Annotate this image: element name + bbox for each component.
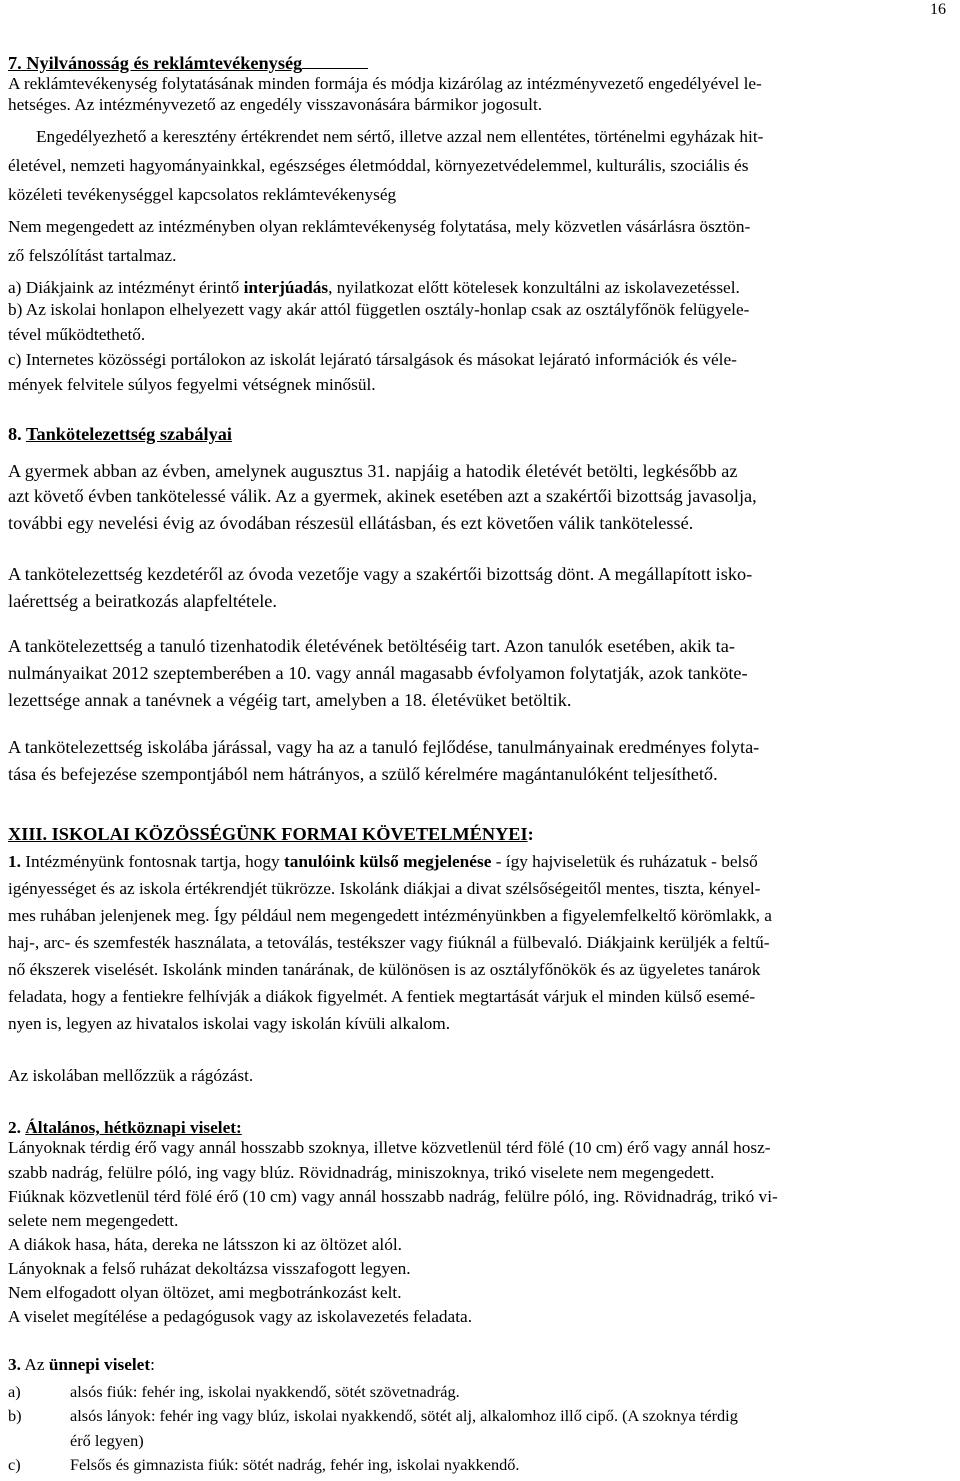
p3-pre: Az [20,1355,49,1374]
section-7-p2-line2: életével, nemzeti hagyományainkkal, egészséges életmóddal, környezetvédelemmel, kulturális, szociális és [8,156,749,175]
section-8-p1-line1: A gyermek abban az évben, amelynek augusztus 31. napjáig a hatodik életévét betölti, legkésőbb az [8,461,738,481]
section-7-p3-line1: Nem megengedett az intézményben olyan reklámtevékenység folytatása, mely közvetlen vásárlásra ösztön- [8,217,751,236]
section-13-p2-line5: A diákok hasa, háta, dereka ne látsszon ki az öltözet alól. [8,1235,402,1254]
section-13-p1-line1 [8,852,758,872]
list-item-text: érő legyen) [70,1431,144,1450]
section-13-heading [8,824,534,845]
list-item [8,1455,519,1475]
p1-bold: tanulóink külső megjelenése [283,852,492,871]
list-item [8,1406,738,1426]
section-13-title: XIII. ISKOLAI KÖZÖSSÉGÜNK FORMAI KÖVETELMÉNYEI [8,824,528,844]
section-13-p2-line1: Lányoknak térdig érő vagy annál hosszabb szoknya, illetve közvetlenül térd fölé (10 cm) érő vagy annál hosz- [8,1138,771,1157]
list-item-label: b) [8,1406,22,1425]
p2-title: Általános, hétköznapi viselet: [25,1118,242,1137]
section-8-p2-line2: laérettség a beiratkozás alapfeltétele. [8,591,277,611]
heading-underline-extension [302,54,368,69]
section-13-p2-line2: szabb nadrág, felülre póló, ing vagy blúz. Rövidnadrág, miniszoknya, trikó viselete nem megengedett. [8,1163,715,1182]
list-item-label: c) [8,1455,21,1474]
p3-number: 3. [8,1355,21,1374]
section-7-title: Nyilvánosság és reklámtevékenység [26,53,303,73]
section-13-p1-line3: mes ruhában jelenjenek meg. Így például nem megengedett intézményünkben a figyelemfelkeltő körömlakk, a [8,906,772,925]
section-7-p1-line1: A reklámtevékenység folytatásának minden formája és módja kizárólag az intézményvezető engedélyével le- [8,74,762,93]
section-13-p1-line5: nő ékszerek viselését. Iskolánk minden tanárának, de különösen is az osztályfőnökök és az ügyeletes tanárok [8,960,761,979]
list-item [8,1382,460,1402]
p1-number: 1. [8,852,21,871]
section-13-p1-line7: nyen is, legyen az hivatalos iskolai vagy iskolán kívüli alkalom. [8,1014,451,1033]
section-8-p4-line2: tása és befejezése szempontjából nem hátrányos, a szülő kérelmére magántanulóként teljesíthető. [8,764,718,784]
section-7-item-a [8,278,740,298]
section-7-number: 7. [8,53,22,73]
section-13-p2-heading [8,1118,242,1138]
section-8-title: Tankötelezettség szabályai [25,424,232,444]
item-a-bold: interjúadás [243,278,329,297]
p3-post: : [150,1355,155,1374]
section-13-p2-line4: selete nem megengedett. [8,1211,179,1230]
p3-bold: ünnepi viselet [48,1355,151,1374]
list-item-label: a) [8,1382,21,1401]
section-7-item-c-line1: c) Internetes közösségi portálokon az iskolát lejárató társalgások és másokat lejárató információk és véle- [8,350,737,369]
section-7-p1-line2: hetséges. Az intézményvezető az engedély visszavonására bármikor jogosult. [8,95,543,114]
page-number: 16 [930,1,946,18]
section-7-item-b-line1: b) Az iskolai honlapon elhelyezett vagy akár attól független osztály-honlap csak az osztályfőnök felügyele- [8,300,750,319]
section-13-p1-line4: haj-, arc- és szemfesték használata, a tetoválás, testékszer vagy fiúknál a fülbevaló. Diákjaink kerüljék a feltű- [8,933,770,952]
item-a-post: , nyilatkozat előtt kötelesek konzultálni az iskolavezetéssel. [328,278,740,297]
section-7-p3-line2: ző felszólítást tartalmaz. [8,246,177,265]
p1-pre: Intézményünk fontosnak tartja, hogy [20,852,284,871]
section-8-p3-line2: nulmányaikat 2012 szeptemberében a 10. vagy annál magasabb évfolyamon folytatják, azok tanköte- [8,663,748,683]
section-7-p2-line1: Engedélyezhető a keresztény értékrendet nem sértő, illetve azzal nem ellentétes, történelmi egyházak hit- [36,127,764,146]
section-13-colon: : [527,824,534,844]
section-8-p4-line1: A tankötelezettség iskolába járással, vagy ha az a tanuló fejlődése, tanulmányainak eredményes folyta- [8,737,760,757]
list-item [8,1431,144,1451]
list-item-text: Felsős és gimnazista fiúk: sötét nadrág, fehér ing, iskolai nyakkendő. [70,1455,520,1474]
section-8-p1-line2: azt követő évben tankötelessé válik. Az a gyermek, akinek esetében azt a szakértői bizottság javasolja, [8,486,757,506]
section-7-p2-line3: közéleti tevékenységgel kapcsolatos reklámtevékenység [8,185,397,204]
section-8-p3-line1: A tankötelezettség a tanuló tizenhatodik életévének betöltéséig tart. Azon tanulók esetében, akik ta- [8,636,735,656]
section-7-item-b-line2: tével működtethető. [8,325,146,344]
rule-no-chewing-gum: Az iskolában mellőzzük a rágózást. [8,1066,254,1085]
p1-post: - így hajviseletük és ruházatuk - belső [491,852,758,871]
section-8-p3-line3: lezettsége annak a tanévnek a végéig tart, amelyben a 18. életévüket betöltik. [8,690,572,710]
section-13-p1-line2: igényességet és az iskola értékrendjét tükrözze. Iskolánk diákjai a divat szélsőségeitől mentes, tiszta, kényel- [8,879,761,898]
section-7-heading [8,53,368,74]
p2-number: 2. [8,1118,21,1137]
section-13-p2-line3: Fiúknak közvetlenül térd fölé érő (10 cm) vagy annál hosszabb nadrág, felülre póló, ing. Rövidnadrág, trikó vi- [8,1187,778,1206]
section-7-item-c-line2: mények felvitele súlyos fegyelmi vétségnek minősül. [8,375,376,394]
list-item-text: alsós fiúk: fehér ing, iskolai nyakkendő, sötét szövetnadrág. [70,1382,460,1401]
section-13-p1-line6: feladata, hogy a fentiekre felhívják a diákok figyelmét. A fentiek megtartását várjuk el minden külső esemé- [8,987,756,1006]
section-8-heading [8,424,232,445]
item-a-pre: a) Diákjaink az intézményt érintő [8,278,244,297]
section-13-p3-heading [8,1355,155,1375]
section-8-p2-line1: A tankötelezettség kezdetéről az óvoda vezetője vagy a szakértői bizottság dönt. A megállapított isko- [8,564,753,584]
list-item-text: alsós lányok: fehér ing vagy blúz, iskolai nyakkendő, sötét alj, alkalomhoz illő cipő. (A szoknya térdig [70,1406,738,1425]
section-13-p2-line6: Lányoknak a felső ruházat dekoltázsa visszafogott legyen. [8,1259,411,1278]
section-13-p2-line7: Nem elfogadott olyan öltözet, ami megbotránkozást kelt. [8,1283,402,1302]
section-8-p1-line3: további egy nevelési évig az óvodában részesül ellátásban, és ezt követően válik tankötelessé. [8,513,694,533]
section-8-number: 8. [8,424,22,444]
section-13-p2-line8: A viselet megítélése a pedagógusok vagy az iskolavezetés feladata. [8,1307,473,1326]
